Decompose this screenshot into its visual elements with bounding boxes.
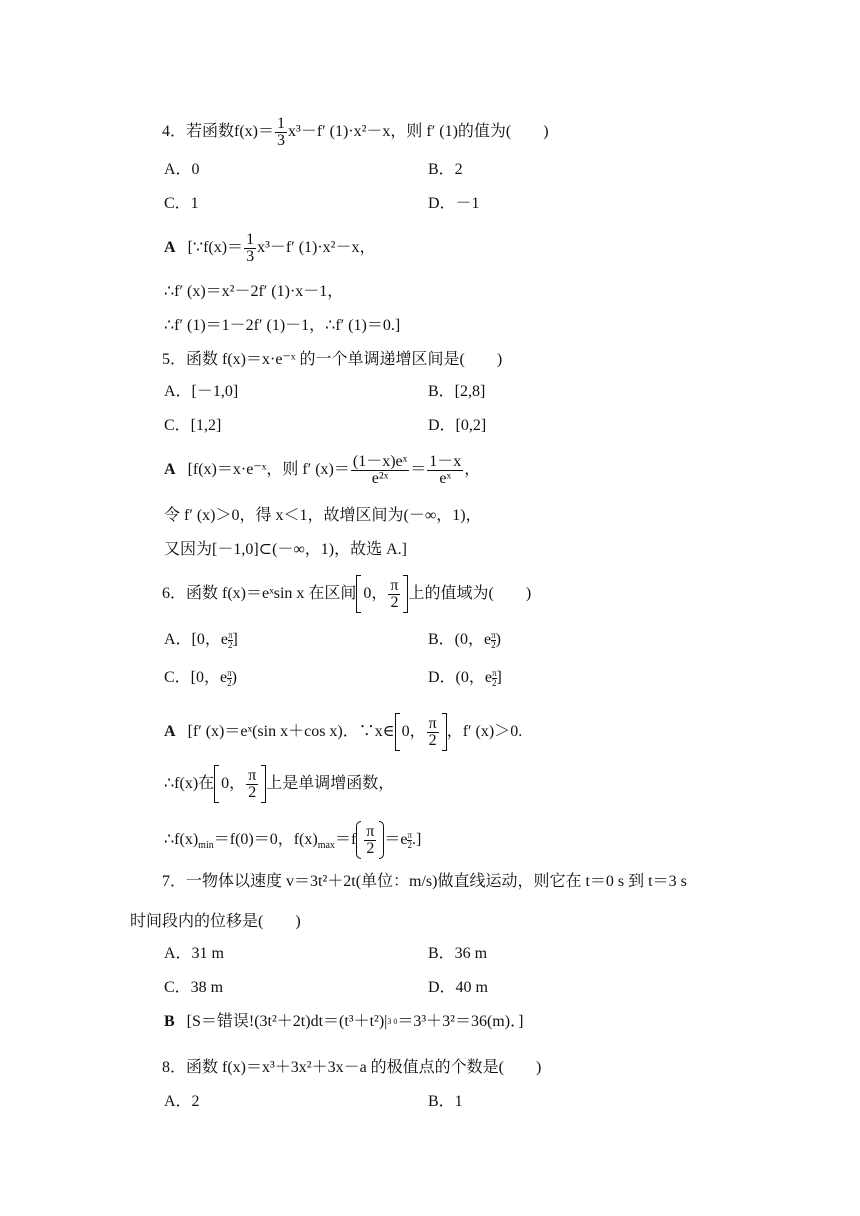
q6-option-c: C．[0，e $\frac{\pi}{2}$ ) bbox=[164, 668, 237, 688]
answer-label: A bbox=[164, 723, 176, 740]
q4-answer-line-3: ∴f′ (1)＝1－2f′ (1)－1，∴f′ (1)＝0.] bbox=[164, 317, 401, 334]
q5-option-d: D．[0,2] bbox=[428, 417, 487, 434]
q7-answer-line: B [S＝错误!(3t²＋2t)dt＝(t³＋t²)|3 0＝3³＋3²＝36(m)．] bbox=[164, 1013, 524, 1030]
q4-answer-line-2: ∴f′ (x)＝x²－2f′ (1)·x－1， bbox=[164, 283, 344, 300]
q5-answer-line-1: A [f(x)＝x·e⁻ˣ，则 f′ (x)＝ $\frac{\text{(1－x)eˣ}}{\text{e²ˣ}}$ ＝ $\frac{1-x}{\text{eˣ}}$ ， bbox=[164, 452, 481, 487]
q5-option-b: B．[2,8] bbox=[428, 383, 486, 400]
answer-label: A bbox=[164, 239, 176, 256]
interval-bracket: 0， $\frac{\pi}{2}$ bbox=[356, 574, 408, 614]
q4-option-d: D．－1 bbox=[428, 195, 480, 212]
fraction-one-third: $\frac{1}{3}$ bbox=[277, 114, 286, 149]
fraction-one-third: $\frac{1}{3}$ bbox=[246, 230, 255, 265]
q6-answer-line-1: A [f′ (x)＝eˣ(sin x＋cos x)．∵x∈ 0， $\frac{\pi}{2}$ ，f′ (x)＞0. bbox=[164, 712, 522, 752]
q6-stem: 6．函数 f(x)＝eˣsin x 在区间 0， $\frac{\pi}{2}$ 上的值域为( ) bbox=[162, 574, 531, 614]
q7-option-c: C．38 m bbox=[164, 979, 224, 996]
q4-option-a: A．0 bbox=[164, 161, 200, 178]
answer-label: B bbox=[164, 1013, 175, 1030]
interval-bracket: 0， $\frac{\pi}{2}$ bbox=[214, 764, 266, 804]
interval-bracket: 0， $\frac{\pi}{2}$ bbox=[395, 712, 447, 752]
q5-stem: 5．函数 f(x)＝x·e⁻ˣ 的一个单调递增区间是( ) bbox=[162, 351, 503, 368]
q7-option-a: A．31 m bbox=[164, 945, 225, 962]
q8-option-b: B．1 bbox=[428, 1093, 463, 1110]
integral-limits: 3 0 bbox=[387, 1017, 398, 1026]
paren-bracket: $\frac{\pi}{2}$ bbox=[356, 821, 384, 859]
fraction-simplified: $\frac{1-x}{\text{eˣ}}$ bbox=[429, 452, 462, 487]
q4-answer-line-1: A [∵f(x)＝ $\frac{1}{3}$ x³－f′ (1)·x²－x， bbox=[164, 230, 376, 265]
q5-answer-line-3: 又因为[－1,0]⊂(－∞，1)，故选 A.] bbox=[164, 541, 408, 558]
q7-stem-line-1: 7．一物体以速度 v＝3t²＋2t(单位：m/s)做直线运动，则它在 t＝0 s 到 t＝3 s bbox=[162, 873, 687, 890]
q7-stem-line-2: 时间段内的位移是( ) bbox=[130, 913, 301, 930]
q7-option-d: D．40 m bbox=[428, 979, 489, 996]
q5-option-c: C．[1,2] bbox=[164, 417, 222, 434]
q6-option-b: B．(0，e $\frac{\pi}{2}$ ) bbox=[428, 630, 501, 650]
q6-answer-line-2: ∴f(x)在 0， $\frac{\pi}{2}$ 上是单调增函数， bbox=[164, 764, 394, 804]
answer-label: A bbox=[164, 461, 176, 478]
q8-stem: 8．函数 f(x)＝x³＋3x²＋3x－a 的极值点的个数是( ) bbox=[162, 1059, 542, 1076]
q8-option-a: A．2 bbox=[164, 1093, 200, 1110]
q5-option-a: A．[－1,0] bbox=[164, 383, 239, 400]
fraction-derivative: $\frac{\text{(1－x)eˣ}}{\text{e²ˣ}}$ bbox=[352, 452, 408, 487]
q4-stem: 4．若函数f(x)＝ $\frac{1}{3}$ x³－f′ (1)·x²－x，则 f′ (1)的值为( ) bbox=[162, 114, 549, 149]
q7-option-b: B．36 m bbox=[428, 945, 488, 962]
q5-answer-line-2: 令 f′ (x)＞0，得 x＜1，故增区间为(－∞，1)， bbox=[164, 507, 482, 524]
q4-option-b: B．2 bbox=[428, 161, 463, 178]
q6-option-a: A．[0，e $\frac{\pi}{2}$ ] bbox=[164, 630, 238, 650]
q6-option-d: D．(0，e $\frac{\pi}{2}$ ] bbox=[428, 668, 502, 688]
q4-option-c: C．1 bbox=[164, 195, 199, 212]
q6-answer-line-3: $\therefore f(x)_{min}=f(0)=0$，$f(x)_{max}=f$ $\frac{\pi}{2}$ ＝e $\frac{\pi}{2}$ .] bbox=[164, 818, 421, 862]
